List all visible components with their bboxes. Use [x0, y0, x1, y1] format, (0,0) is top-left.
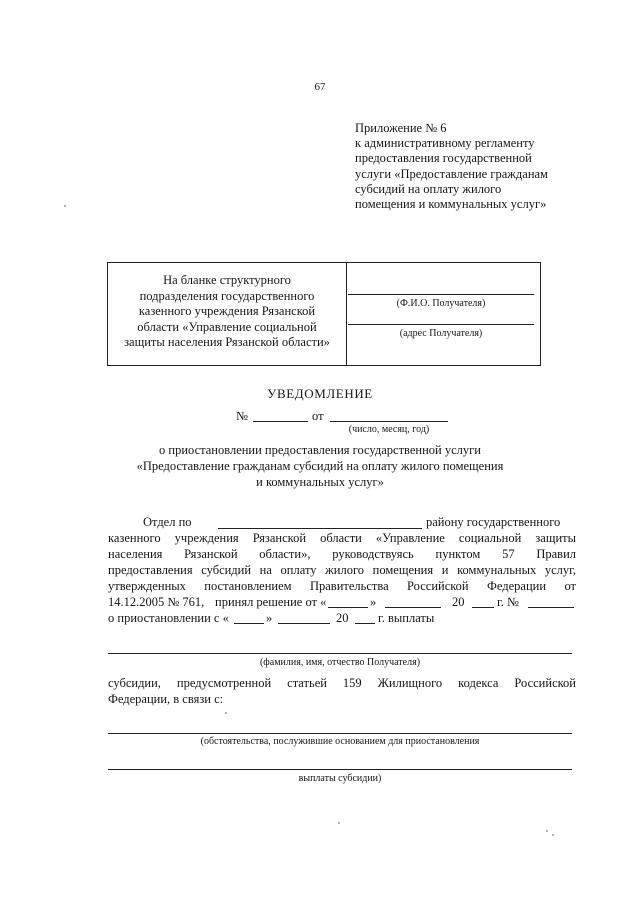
- recipient-address-caption: (адрес Получателя): [399, 328, 483, 339]
- appendix-line: помещения и коммунальных услуг»: [355, 197, 547, 212]
- letterhead-line: подразделения государственного: [139, 288, 315, 303]
- scan-speck: [552, 834, 554, 836]
- decision-year-prefix: 20: [452, 595, 465, 609]
- subsidy-line: субсидии, предусмотренной статьей 159 Жилищного кодекса Российской: [108, 676, 576, 690]
- notice-date-field[interactable]: [330, 421, 448, 422]
- notice-title: УВЕДОМЛЕНИЕ: [267, 386, 373, 401]
- decision-year-field[interactable]: [472, 607, 494, 608]
- dept-suffix: району государственного: [426, 515, 561, 529]
- scan-speck: [64, 205, 66, 207]
- grounds-caption: (обстоятельства, послужившие основанием для приостановления: [200, 736, 480, 747]
- appendix-line: Приложение № 6: [355, 121, 447, 135]
- suspend-quote-close: »: [266, 611, 273, 625]
- letterhead-line: защиты населения Рязанской области»: [124, 335, 330, 350]
- body-line: утвержденных постановлением Правительства Российской Федерации от: [108, 579, 576, 593]
- date-caption: (число, месяц, год): [348, 424, 430, 435]
- box-divider: [346, 263, 347, 365]
- recipient-name-caption: (Ф.И.О. Получателя): [396, 298, 486, 309]
- suspend-day-field[interactable]: [234, 623, 264, 624]
- decision-number-field[interactable]: [528, 607, 574, 608]
- district-field[interactable]: [218, 528, 422, 529]
- letterhead-line: казенного учреждения Рязанской: [138, 304, 316, 319]
- notice-number-label: №: [236, 409, 248, 423]
- notice-subject-line: и коммунальных услуг»: [256, 475, 384, 489]
- dept-prefix: Отдел по: [143, 515, 192, 529]
- page-number: 67: [314, 81, 326, 93]
- letterhead-placeholder: [108, 273, 346, 351]
- appendix-header: [355, 121, 605, 212]
- grounds-field-2[interactable]: [108, 769, 572, 770]
- grounds-caption-end: выплаты субсидии): [298, 773, 382, 784]
- recipient-address-line[interactable]: [348, 324, 534, 325]
- letterhead-box: [107, 262, 541, 366]
- suspend-month-field[interactable]: [278, 623, 330, 624]
- body-line: предоставления субсидий на оплату жилого помещения и коммунальных услуг,: [108, 563, 576, 577]
- scan-speck: [338, 822, 340, 824]
- recipient-fio-field[interactable]: [108, 653, 572, 654]
- suspend-year-prefix: 20: [336, 611, 349, 625]
- suspend-year-field[interactable]: [355, 623, 375, 624]
- appendix-line: услуги «Предоставление гражданам: [355, 166, 548, 181]
- body-line: населения Рязанской области», руководствуясь пунктом 57 Правил: [108, 547, 576, 561]
- decision-text: принял решение от «: [215, 595, 327, 609]
- decision-day-field[interactable]: [328, 607, 368, 608]
- letterhead-line: На бланке структурного: [163, 273, 291, 287]
- letterhead-line: области «Управление социальной: [137, 319, 317, 334]
- appendix-line: предоставления государственной: [355, 151, 532, 166]
- appendix-line: субсидий на оплату жилого: [355, 181, 502, 196]
- notice-number-field[interactable]: [253, 421, 308, 422]
- notice-subject-line: «Предоставление гражданам субсидий на оплату жилого помещения: [136, 459, 504, 473]
- appendix-line: к административному регламенту: [355, 136, 535, 151]
- decision-year-suffix: г. №: [497, 595, 519, 609]
- scan-speck: [225, 712, 227, 714]
- recipient-name-line[interactable]: [348, 294, 534, 295]
- scan-speck: [546, 830, 548, 832]
- suspend-prefix: о приостановлении с «: [108, 611, 229, 625]
- suspend-suffix: г. выплаты: [378, 611, 435, 625]
- decision-month-field[interactable]: [385, 607, 441, 608]
- decision-date: 14.12.2005 № 761,: [108, 595, 205, 609]
- fio-caption: (фамилия, имя, отчество Получателя): [259, 657, 421, 668]
- body-line: казенного учреждения Рязанской области «Управление социальной защиты: [108, 531, 576, 545]
- grounds-field-1[interactable]: [108, 733, 572, 734]
- notice-subject-line: о приостановлении предоставления государственной услуги: [159, 443, 481, 457]
- decision-quote-close: »: [370, 595, 377, 609]
- notice-from-label: от: [312, 409, 324, 423]
- subsidy-line-2: Федерации, в связи с:: [108, 692, 224, 706]
